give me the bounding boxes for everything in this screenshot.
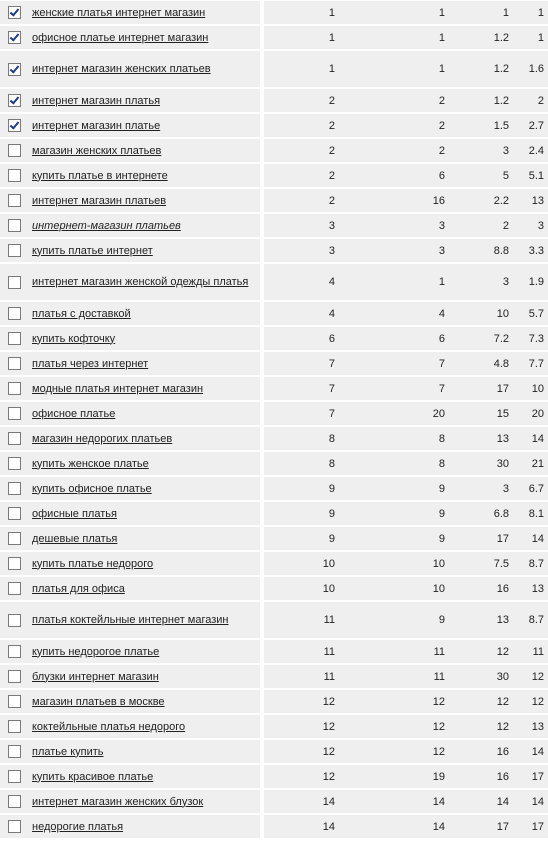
row-select-checkbox[interactable] bbox=[8, 645, 21, 658]
table-row bbox=[0, 577, 548, 600]
select-cell bbox=[0, 327, 28, 350]
value-cell-2: 1 bbox=[339, 51, 449, 87]
select-cell bbox=[0, 264, 28, 300]
value-cell-4: 13 bbox=[513, 189, 548, 212]
keyword-link[interactable]: интернет-магазин платьев bbox=[32, 219, 181, 232]
table-row bbox=[0, 715, 548, 738]
row-select-checkbox[interactable] bbox=[8, 219, 21, 232]
keyword-link[interactable]: интернет магазин женских платьев bbox=[32, 63, 211, 75]
phrase-cell bbox=[28, 715, 260, 738]
value-cell-3: 10 bbox=[449, 302, 513, 325]
select-cell bbox=[0, 690, 28, 713]
value-cell-2: 2 bbox=[339, 89, 449, 112]
value-cell-1: 14 bbox=[264, 815, 339, 838]
row-select-checkbox[interactable] bbox=[8, 244, 21, 257]
value-cell-4: 8.7 bbox=[513, 602, 548, 638]
table-row bbox=[0, 239, 548, 262]
row-select-checkbox[interactable] bbox=[8, 507, 21, 520]
value-cell-4: 7.3 bbox=[513, 327, 548, 350]
row-select-checkbox[interactable] bbox=[8, 482, 21, 495]
phrase-cell bbox=[28, 502, 260, 525]
value-cell-3: 13 bbox=[449, 427, 513, 450]
select-cell bbox=[0, 139, 28, 162]
value-cell-1: 11 bbox=[264, 640, 339, 663]
value-cell-2: 8 bbox=[339, 452, 449, 475]
row-select-checkbox[interactable] bbox=[8, 614, 21, 627]
table-row bbox=[0, 477, 548, 500]
select-cell bbox=[0, 527, 28, 550]
keyword-link[interactable]: модные платья интернет магазин bbox=[32, 382, 204, 395]
value-cell-4: 13 bbox=[513, 715, 548, 738]
value-cell-1: 6 bbox=[264, 327, 339, 350]
phrase-cell bbox=[28, 665, 260, 688]
value-cell-4: 13 bbox=[513, 577, 548, 600]
phrase-cell bbox=[28, 427, 260, 450]
value-cell-3: 2.2 bbox=[449, 189, 513, 212]
phrase-cell bbox=[28, 527, 260, 550]
value-cell-2: 19 bbox=[339, 765, 449, 788]
value-cell-2: 12 bbox=[339, 715, 449, 738]
value-cell-1: 10 bbox=[264, 552, 339, 575]
value-cell-3: 12 bbox=[449, 640, 513, 663]
value-cell-1: 12 bbox=[264, 740, 339, 763]
value-cell-4: 21 bbox=[513, 452, 548, 475]
select-cell bbox=[0, 577, 28, 600]
value-cell-3: 1.2 bbox=[449, 89, 513, 112]
phrase-cell bbox=[28, 302, 260, 325]
value-cell-4: 1 bbox=[513, 1, 548, 24]
value-cell-4: 10 bbox=[513, 377, 548, 400]
phrase-cell bbox=[28, 690, 260, 713]
value-cell-1: 2 bbox=[264, 89, 339, 112]
keyword-link[interactable]: купить красивое платье bbox=[32, 770, 154, 783]
value-cell-3: 2 bbox=[449, 214, 513, 237]
phrase-cell bbox=[28, 327, 260, 350]
value-cell-4: 6.7 bbox=[513, 477, 548, 500]
select-cell bbox=[0, 352, 28, 375]
select-cell bbox=[0, 477, 28, 500]
select-cell bbox=[0, 427, 28, 450]
keyword-link[interactable]: офисное платье интернет магазин bbox=[32, 31, 209, 44]
value-cell-1: 10 bbox=[264, 577, 339, 600]
table-row bbox=[0, 790, 548, 813]
phrase-cell bbox=[28, 740, 260, 763]
value-cell-2: 4 bbox=[339, 302, 449, 325]
value-cell-3: 7.2 bbox=[449, 327, 513, 350]
keyword-link[interactable]: офисные платья bbox=[32, 507, 117, 520]
row-select-checkbox[interactable] bbox=[8, 169, 21, 182]
value-cell-3: 3 bbox=[449, 264, 513, 300]
phrase-cell bbox=[28, 239, 260, 262]
value-cell-1: 7 bbox=[264, 377, 339, 400]
value-cell-1: 4 bbox=[264, 264, 339, 300]
select-cell bbox=[0, 402, 28, 425]
value-cell-4: 1 bbox=[513, 26, 548, 49]
value-cell-2: 14 bbox=[339, 790, 449, 813]
table-row bbox=[0, 164, 548, 187]
value-cell-2: 12 bbox=[339, 690, 449, 713]
value-cell-2: 7 bbox=[339, 377, 449, 400]
value-cell-4: 14 bbox=[513, 790, 548, 813]
value-cell-3: 16 bbox=[449, 740, 513, 763]
select-cell bbox=[0, 89, 28, 112]
value-cell-4: 17 bbox=[513, 815, 548, 838]
table-row bbox=[0, 264, 548, 300]
value-cell-2: 7 bbox=[339, 352, 449, 375]
phrase-cell bbox=[28, 189, 260, 212]
keyword-link[interactable]: купить офисное платье bbox=[32, 482, 152, 495]
table-row bbox=[0, 327, 548, 350]
value-cell-1: 12 bbox=[264, 715, 339, 738]
value-cell-3: 17 bbox=[449, 377, 513, 400]
row-select-checkbox[interactable] bbox=[8, 6, 21, 19]
table-row bbox=[0, 1, 548, 24]
phrase-cell bbox=[28, 26, 260, 49]
table-row bbox=[0, 602, 548, 638]
value-cell-1: 1 bbox=[264, 1, 339, 24]
keyword-link[interactable]: интернет магазин женских блузок bbox=[32, 795, 204, 808]
keyword-link[interactable]: женские платья интернет магазин bbox=[32, 6, 206, 19]
value-cell-4: 1.6 bbox=[513, 51, 548, 87]
table-row bbox=[0, 740, 548, 763]
keyword-link[interactable]: платья через интернет bbox=[32, 357, 149, 370]
value-cell-4: 2 bbox=[513, 89, 548, 112]
select-cell bbox=[0, 114, 28, 137]
row-select-checkbox[interactable] bbox=[8, 63, 21, 76]
keyword-link[interactable]: купить платье недорого bbox=[32, 557, 154, 570]
select-cell bbox=[0, 51, 28, 87]
select-cell bbox=[0, 189, 28, 212]
value-cell-3: 1.5 bbox=[449, 114, 513, 137]
value-cell-2: 20 bbox=[339, 402, 449, 425]
phrase-cell bbox=[28, 452, 260, 475]
value-cell-1: 11 bbox=[264, 602, 339, 638]
value-cell-2: 16 bbox=[339, 189, 449, 212]
value-cell-3: 5 bbox=[449, 164, 513, 187]
phrase-cell bbox=[28, 790, 260, 813]
row-select-checkbox[interactable] bbox=[8, 720, 21, 733]
value-cell-1: 11 bbox=[264, 665, 339, 688]
value-cell-4: 5.1 bbox=[513, 164, 548, 187]
keyword-link[interactable]: магазин недорогих платьев bbox=[32, 432, 173, 445]
keyword-link[interactable]: магазин платьев в москве bbox=[32, 695, 165, 708]
table-row bbox=[0, 815, 548, 838]
value-cell-1: 1 bbox=[264, 51, 339, 87]
value-cell-3: 7.5 bbox=[449, 552, 513, 575]
select-cell bbox=[0, 765, 28, 788]
row-select-checkbox[interactable] bbox=[8, 432, 21, 445]
keyword-link[interactable]: магазин женских платьев bbox=[32, 144, 162, 157]
value-cell-3: 13 bbox=[449, 602, 513, 638]
value-cell-3: 4.8 bbox=[449, 352, 513, 375]
value-cell-3: 12 bbox=[449, 690, 513, 713]
table-row bbox=[0, 502, 548, 525]
row-select-checkbox[interactable] bbox=[8, 119, 21, 132]
value-cell-1: 2 bbox=[264, 139, 339, 162]
phrase-cell bbox=[28, 214, 260, 237]
keyword-link[interactable]: офисное платье bbox=[32, 407, 116, 420]
value-cell-1: 12 bbox=[264, 765, 339, 788]
table-row bbox=[0, 527, 548, 550]
value-cell-2: 1 bbox=[339, 26, 449, 49]
phrase-cell bbox=[28, 352, 260, 375]
select-cell bbox=[0, 302, 28, 325]
select-cell bbox=[0, 26, 28, 49]
row-select-checkbox[interactable] bbox=[8, 557, 21, 570]
phrase-cell bbox=[28, 89, 260, 112]
select-cell bbox=[0, 740, 28, 763]
value-cell-3: 1.2 bbox=[449, 51, 513, 87]
keyword-link[interactable]: платье купить bbox=[32, 745, 104, 758]
value-cell-4: 3.3 bbox=[513, 239, 548, 262]
value-cell-1: 2 bbox=[264, 189, 339, 212]
select-cell bbox=[0, 552, 28, 575]
table-row bbox=[0, 302, 548, 325]
value-cell-4: 12 bbox=[513, 665, 548, 688]
value-cell-4: 14 bbox=[513, 740, 548, 763]
table-row bbox=[0, 665, 548, 688]
value-cell-2: 12 bbox=[339, 740, 449, 763]
value-cell-4: 2.7 bbox=[513, 114, 548, 137]
row-select-checkbox[interactable] bbox=[8, 332, 21, 345]
phrase-cell bbox=[28, 114, 260, 137]
keyword-link[interactable]: недорогие платья bbox=[32, 820, 124, 833]
row-select-checkbox[interactable] bbox=[8, 457, 21, 470]
value-cell-1: 7 bbox=[264, 352, 339, 375]
table-row bbox=[0, 640, 548, 663]
phrase-cell bbox=[28, 577, 260, 600]
select-cell bbox=[0, 377, 28, 400]
phrase-cell bbox=[28, 377, 260, 400]
value-cell-4: 5.7 bbox=[513, 302, 548, 325]
select-cell bbox=[0, 214, 28, 237]
select-cell bbox=[0, 239, 28, 262]
keyword-link[interactable]: коктейльные платья недорого bbox=[32, 720, 186, 733]
value-cell-3: 30 bbox=[449, 452, 513, 475]
phrase-cell bbox=[28, 640, 260, 663]
value-cell-1: 2 bbox=[264, 114, 339, 137]
value-cell-1: 2 bbox=[264, 164, 339, 187]
table-row bbox=[0, 452, 548, 475]
keyword-table-body bbox=[0, 1, 548, 838]
value-cell-3: 3 bbox=[449, 139, 513, 162]
table-row bbox=[0, 189, 548, 212]
value-cell-3: 6.8 bbox=[449, 502, 513, 525]
value-cell-1: 9 bbox=[264, 527, 339, 550]
row-select-checkbox[interactable] bbox=[8, 94, 21, 107]
table-row bbox=[0, 427, 548, 450]
value-cell-4: 20 bbox=[513, 402, 548, 425]
value-cell-4: 8.1 bbox=[513, 502, 548, 525]
value-cell-4: 12 bbox=[513, 690, 548, 713]
value-cell-2: 3 bbox=[339, 239, 449, 262]
value-cell-3: 1.2 bbox=[449, 26, 513, 49]
phrase-cell bbox=[28, 602, 260, 638]
select-cell bbox=[0, 602, 28, 638]
keyword-link[interactable]: платья для офиса bbox=[32, 582, 125, 595]
value-cell-2: 11 bbox=[339, 665, 449, 688]
value-cell-2: 3 bbox=[339, 214, 449, 237]
table-row bbox=[0, 352, 548, 375]
select-cell bbox=[0, 1, 28, 24]
phrase-cell bbox=[28, 51, 260, 87]
value-cell-3: 15 bbox=[449, 402, 513, 425]
keyword-link[interactable]: дешевые платья bbox=[32, 532, 118, 545]
table-row bbox=[0, 690, 548, 713]
phrase-cell bbox=[28, 264, 260, 300]
value-cell-2: 10 bbox=[339, 552, 449, 575]
select-cell bbox=[0, 790, 28, 813]
row-select-checkbox[interactable] bbox=[8, 31, 21, 44]
row-select-checkbox[interactable] bbox=[8, 407, 21, 420]
value-cell-2: 8 bbox=[339, 427, 449, 450]
value-cell-2: 9 bbox=[339, 477, 449, 500]
table-row bbox=[0, 402, 548, 425]
table-row bbox=[0, 89, 548, 112]
value-cell-2: 1 bbox=[339, 1, 449, 24]
value-cell-3: 14 bbox=[449, 790, 513, 813]
select-cell bbox=[0, 665, 28, 688]
value-cell-1: 14 bbox=[264, 790, 339, 813]
select-cell bbox=[0, 640, 28, 663]
value-cell-4: 11 bbox=[513, 640, 548, 663]
value-cell-1: 3 bbox=[264, 214, 339, 237]
table-row bbox=[0, 552, 548, 575]
select-cell bbox=[0, 715, 28, 738]
value-cell-2: 11 bbox=[339, 640, 449, 663]
phrase-cell bbox=[28, 164, 260, 187]
phrase-cell bbox=[28, 139, 260, 162]
row-select-checkbox[interactable] bbox=[8, 770, 21, 783]
value-cell-3: 3 bbox=[449, 477, 513, 500]
keyword-link[interactable]: интернет магазин платья bbox=[32, 94, 161, 107]
value-cell-3: 17 bbox=[449, 527, 513, 550]
value-cell-4: 14 bbox=[513, 527, 548, 550]
keyword-link[interactable]: платья коктейльные интернет магазин bbox=[32, 614, 229, 626]
value-cell-1: 7 bbox=[264, 402, 339, 425]
value-cell-2: 6 bbox=[339, 327, 449, 350]
row-select-checkbox[interactable] bbox=[8, 670, 21, 683]
value-cell-4: 7.7 bbox=[513, 352, 548, 375]
value-cell-3: 1 bbox=[449, 1, 513, 24]
value-cell-1: 9 bbox=[264, 502, 339, 525]
value-cell-4: 3 bbox=[513, 214, 548, 237]
value-cell-3: 12 bbox=[449, 715, 513, 738]
value-cell-1: 8 bbox=[264, 427, 339, 450]
value-cell-1: 8 bbox=[264, 452, 339, 475]
phrase-cell bbox=[28, 765, 260, 788]
select-cell bbox=[0, 815, 28, 838]
value-cell-3: 30 bbox=[449, 665, 513, 688]
value-cell-4: 1.9 bbox=[513, 264, 548, 300]
select-cell bbox=[0, 452, 28, 475]
keyword-link[interactable]: платья с доставкой bbox=[32, 307, 131, 320]
value-cell-4: 8.7 bbox=[513, 552, 548, 575]
table-row bbox=[0, 51, 548, 87]
row-select-checkbox[interactable] bbox=[8, 532, 21, 545]
value-cell-2: 9 bbox=[339, 502, 449, 525]
keyword-link[interactable]: интернет магазин платье bbox=[32, 119, 161, 132]
value-cell-1: 12 bbox=[264, 690, 339, 713]
value-cell-2: 1 bbox=[339, 264, 449, 300]
value-cell-3: 8.8 bbox=[449, 239, 513, 262]
table-row bbox=[0, 139, 548, 162]
row-select-checkbox[interactable] bbox=[8, 382, 21, 395]
value-cell-3: 17 bbox=[449, 815, 513, 838]
value-cell-2: 9 bbox=[339, 602, 449, 638]
value-cell-4: 14 bbox=[513, 427, 548, 450]
value-cell-2: 14 bbox=[339, 815, 449, 838]
phrase-cell bbox=[28, 815, 260, 838]
row-select-checkbox[interactable] bbox=[8, 820, 21, 833]
phrase-cell bbox=[28, 1, 260, 24]
value-cell-3: 16 bbox=[449, 765, 513, 788]
phrase-cell bbox=[28, 402, 260, 425]
keyword-link[interactable]: купить платье в интернете bbox=[32, 169, 168, 182]
value-cell-1: 9 bbox=[264, 477, 339, 500]
table-row bbox=[0, 114, 548, 137]
table-row bbox=[0, 377, 548, 400]
value-cell-2: 2 bbox=[339, 139, 449, 162]
row-select-checkbox[interactable] bbox=[8, 357, 21, 370]
table-row bbox=[0, 214, 548, 237]
value-cell-3: 16 bbox=[449, 577, 513, 600]
value-cell-2: 10 bbox=[339, 577, 449, 600]
row-select-checkbox[interactable] bbox=[8, 582, 21, 595]
select-cell bbox=[0, 164, 28, 187]
keyword-link[interactable]: купить кофточку bbox=[32, 332, 116, 345]
keyword-link[interactable]: блузки интернет магазин bbox=[32, 670, 159, 683]
table-row bbox=[0, 26, 548, 49]
row-select-checkbox[interactable] bbox=[8, 194, 21, 207]
value-cell-1: 3 bbox=[264, 239, 339, 262]
phrase-cell bbox=[28, 552, 260, 575]
value-cell-4: 17 bbox=[513, 765, 548, 788]
value-cell-2: 9 bbox=[339, 527, 449, 550]
keyword-link[interactable]: купить недорогое платье bbox=[32, 645, 160, 658]
value-cell-4: 2.4 bbox=[513, 139, 548, 162]
row-select-checkbox[interactable] bbox=[8, 795, 21, 808]
keyword-link[interactable]: интернет магазин платьев bbox=[32, 194, 167, 207]
keyword-link[interactable]: купить женское платье bbox=[32, 457, 149, 470]
keyword-link[interactable]: интернет магазин женской одежды платья bbox=[32, 276, 249, 288]
select-cell bbox=[0, 502, 28, 525]
value-cell-1: 1 bbox=[264, 26, 339, 49]
value-cell-1: 4 bbox=[264, 302, 339, 325]
value-cell-2: 6 bbox=[339, 164, 449, 187]
row-select-checkbox[interactable] bbox=[8, 745, 21, 758]
row-select-checkbox[interactable] bbox=[8, 276, 21, 289]
keyword-link[interactable]: купить платье интернет bbox=[32, 244, 153, 257]
phrase-cell bbox=[28, 477, 260, 500]
value-cell-2: 2 bbox=[339, 114, 449, 137]
row-select-checkbox[interactable] bbox=[8, 307, 21, 320]
table-row bbox=[0, 765, 548, 788]
row-select-checkbox[interactable] bbox=[8, 144, 21, 157]
row-select-checkbox[interactable] bbox=[8, 695, 21, 708]
